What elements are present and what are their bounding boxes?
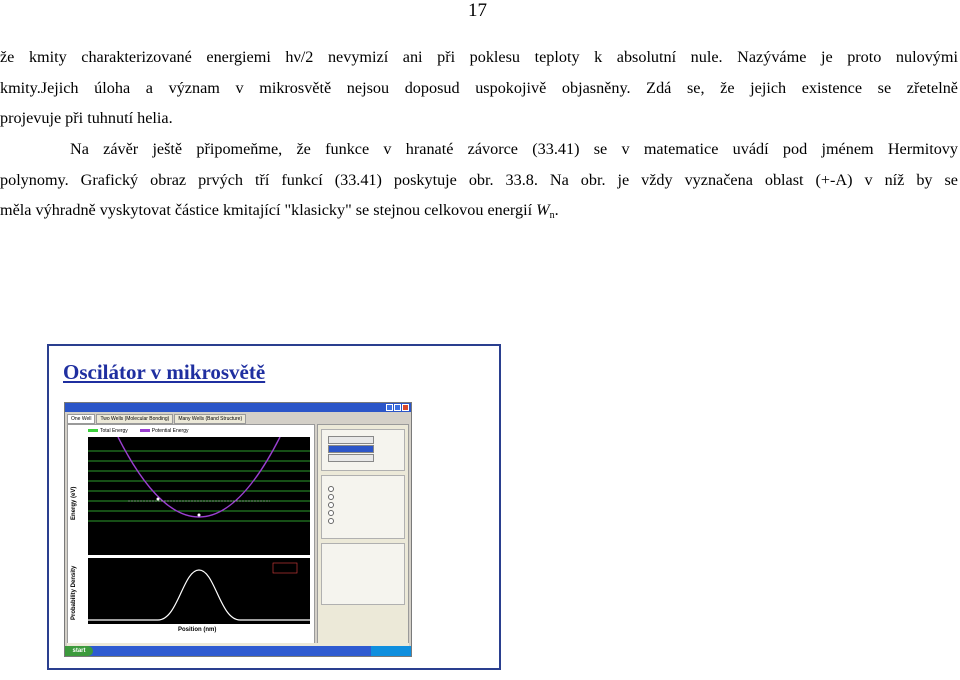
psi-squared-label-box [273, 563, 297, 573]
window-titlebar [65, 403, 411, 412]
potential-parabola [118, 437, 280, 517]
energy-levels [88, 451, 310, 521]
control-panel [317, 424, 409, 644]
text-line: polynomy. Grafický obraz prvých tří funkcí (33.41) poskytuje obr. 33.8. Na obr. je vždy vyznačena oblast (+-A) v níž by se [0, 170, 958, 189]
display-option-radio[interactable] [328, 518, 336, 524]
tab-many-wells: Many Wells (Band Structure) [174, 414, 246, 424]
plot-area [67, 424, 315, 644]
text-line-main: měla výhradně vyskytovat částice kmitající "klasicky" se stejnou celkovou energií [0, 201, 537, 219]
start-button[interactable]: start [65, 646, 93, 656]
simulation-screenshot [64, 402, 412, 657]
slide-figure [47, 344, 501, 670]
page-number: 17 [468, 0, 487, 21]
probability-density-plot [88, 558, 310, 624]
tab-one-well: One Well [67, 414, 95, 424]
maximize-icon [394, 404, 401, 411]
energy-subscript: n [549, 210, 555, 221]
slide-title: Oscilátor v mikrosvětě [63, 360, 266, 384]
text-line: projevuje při tuhnutí helia. [0, 109, 173, 127]
display-option-radio[interactable] [328, 494, 336, 500]
settings-panel [321, 543, 405, 605]
paragraph-hermite [0, 134, 958, 232]
close-icon [402, 404, 409, 411]
plot-legend [88, 427, 308, 435]
display-option-radio[interactable] [328, 510, 336, 516]
text-line-last [0, 195, 958, 232]
display-panel [321, 475, 405, 539]
energy-plot [88, 437, 310, 555]
legend-total-energy [88, 428, 128, 434]
paragraph-zero-point [0, 42, 958, 134]
text-line: že kmity charakterizované energiemi hν/2 nevymizí ani při poklesu teploty k absolutní nule. Nazýváme je proto nulovými [0, 48, 958, 66]
display-option-radio[interactable] [328, 486, 336, 492]
system-tray [371, 646, 411, 656]
energy-axis-label: Energy (eV) [71, 486, 77, 520]
window-controls [386, 404, 409, 411]
legend-label: Total Energy [100, 428, 128, 434]
density-axis-label: Probability Density [71, 565, 77, 620]
energy-panel [321, 429, 405, 471]
energy-variable: W [536, 201, 550, 219]
well-bottom-point [198, 514, 201, 517]
minimize-icon [386, 404, 393, 411]
position-axis-label: Position (nm) [178, 627, 217, 633]
sim-tabs [67, 414, 246, 423]
control-button[interactable] [328, 436, 374, 444]
density-curve [88, 570, 310, 620]
text-line: kmity.Jejich úloha a význam v mikrosvětě nejsou doposud uspokojivě objasněny. Zdá se, že jejich existence se zřetelně [0, 78, 958, 97]
legend-label: Potential Energy [151, 428, 189, 434]
legend-potential-energy [140, 428, 189, 434]
text-line: Na závěr ještě připomeňme, že funkce v hranaté závorce (33.41) se v matematice uvádí pod jménem Hermitovy [70, 140, 958, 158]
control-button-selected[interactable] [328, 445, 374, 453]
sentence-end: . [554, 201, 559, 219]
control-button[interactable] [328, 454, 374, 462]
display-option-radio[interactable] [328, 502, 336, 508]
turning-point-left [157, 498, 160, 501]
os-taskbar [65, 646, 411, 656]
tab-two-wells: Two Wells (Molecular Bonding) [96, 414, 173, 424]
